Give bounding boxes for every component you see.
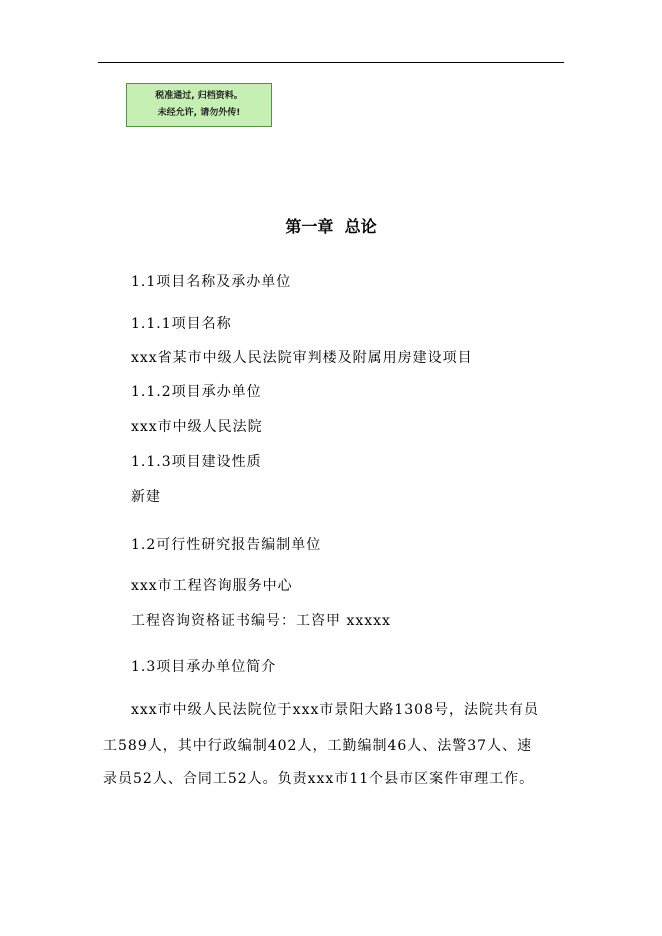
approval-stamp <box>126 83 272 127</box>
stamp-line-1: 税准通过, 归档资料。 <box>155 91 243 101</box>
stamp-line-2: 未经允许, 请勿外传! <box>157 108 241 118</box>
section-1-1-heading: 1.1项目名称及承办单位 <box>131 274 292 290</box>
section-1-3-heading: 1.3项目承办单位简介 <box>131 659 277 675</box>
construction-nature: 新建 <box>131 489 161 505</box>
section-1-1-2-heading: 1.1.2项目承办单位 <box>131 384 262 400</box>
intro-paragraph-line-2: 工589人，其中行政编制402人，工勤编制46人、法警37人、速 <box>103 738 533 754</box>
section-1-1-1-heading: 1.1.1项目名称 <box>131 316 232 332</box>
header-rule <box>98 62 564 63</box>
certificate-number: 工程咨询资格证书编号：工咨甲 xxxxx <box>131 613 391 629</box>
project-name: xxx省某市中级人民法院审判楼及附属用房建设项目 <box>131 350 473 366</box>
report-compiler: xxx市工程咨询服务中心 <box>131 578 293 594</box>
host-unit: xxx市中级人民法院 <box>131 419 263 435</box>
section-1-1-3-heading: 1.1.3项目建设性质 <box>131 454 262 470</box>
intro-paragraph-line-1: xxx市中级人民法院位于xxx市景阳大路1308号，法院共有员 <box>131 702 540 718</box>
section-1-2-heading: 1.2可行性研究报告编制单位 <box>131 537 322 553</box>
intro-paragraph-line-3: 录员52人、合同工52人。负责xxx市11个县市区案件审理工作。 <box>103 771 535 787</box>
chapter-title: 第一章 总论 <box>285 217 377 236</box>
